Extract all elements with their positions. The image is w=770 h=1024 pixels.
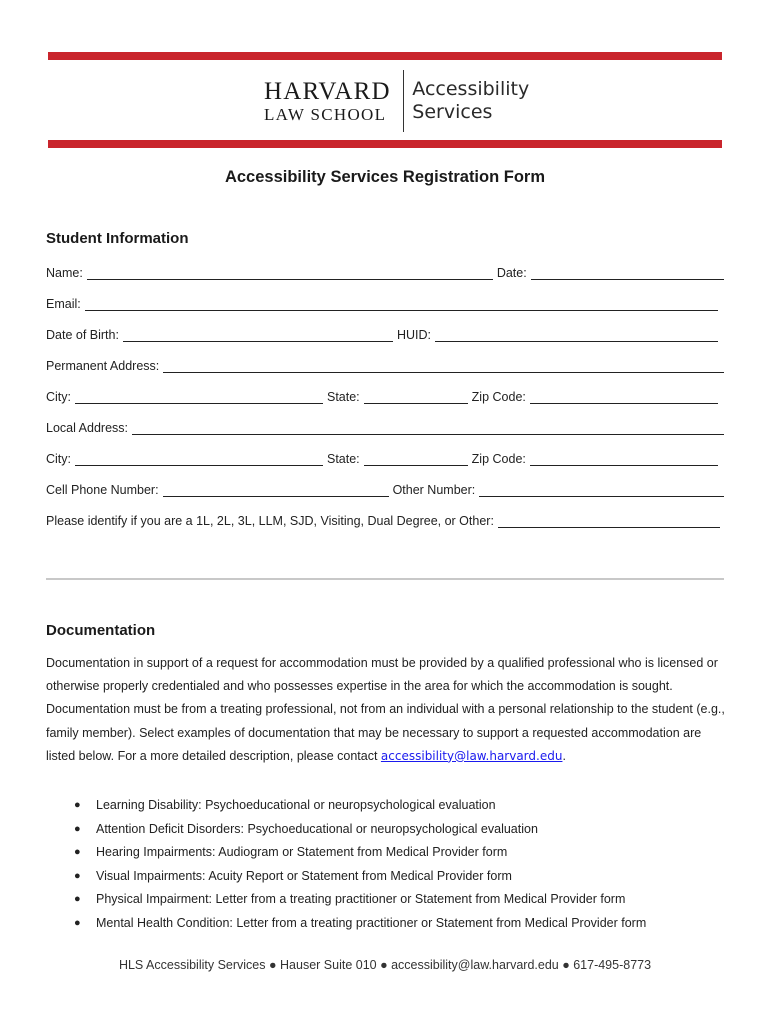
top-red-bar xyxy=(48,52,722,60)
list-item-text: Attention Deficit Disorders: Psychoeducational or neuropsychological evaluation xyxy=(96,821,538,836)
hls-accessibility-logo xyxy=(264,70,529,132)
documentation-text: Documentation in support of a request for accommodation must be provided by a qualified professional who is licensed or otherwise properly credentialed and who possesses expertise in the area for which the accommodation is sought. Documentation must be from a treating professional, not from an individual with a personal relationship to the student (e.g., family member). Select examples of documentation that may be necessary to support a requested accommodation are listed below. For a more detailed description, please contact xyxy=(46,656,725,763)
name-label: Name: xyxy=(46,266,83,280)
city-label: City: xyxy=(46,390,71,404)
zip-label: Zip Code: xyxy=(471,452,526,466)
list-item-text: Mental Health Condition: Letter from a treating practitioner or Statement from Medical Provider form xyxy=(96,915,647,930)
local-zip-field[interactable] xyxy=(530,451,718,466)
cell-phone-field[interactable] xyxy=(163,482,389,497)
logo-dept-line1: Accessibility xyxy=(412,78,530,100)
logo-law-school-text: LAW SCHOOL xyxy=(264,104,387,124)
local-state-field[interactable] xyxy=(364,451,468,466)
documentation-heading: Documentation xyxy=(46,622,156,639)
date-label: Date: xyxy=(496,266,527,280)
list-item xyxy=(46,888,726,912)
section-divider xyxy=(46,578,724,580)
bottom-red-bar xyxy=(48,140,722,148)
permanent-state-field[interactable] xyxy=(364,389,468,404)
email-row xyxy=(46,291,718,311)
logo-harvard-text: HARVARD xyxy=(264,77,391,105)
permanent-address-row xyxy=(46,353,724,373)
phone-row xyxy=(46,477,724,497)
other-number-label: Other Number: xyxy=(392,483,476,497)
date-field[interactable] xyxy=(531,265,724,280)
form-title: Accessibility Services Registration Form xyxy=(224,168,546,186)
state-label: State: xyxy=(327,452,360,466)
program-field[interactable] xyxy=(498,513,720,528)
page-footer: HLS Accessibility Services ● Hauser Suite 010 ● accessibility@law.harvard.edu ● 617-495-8773 xyxy=(118,958,652,972)
list-item-text: Visual Impairments: Acuity Report or Statement from Medical Provider form xyxy=(96,868,512,883)
name-date-row xyxy=(46,260,724,280)
name-field[interactable] xyxy=(87,265,493,280)
dob-field[interactable] xyxy=(123,327,393,342)
local-city-field[interactable] xyxy=(75,451,323,466)
permanent-city-row xyxy=(46,384,718,404)
permanent-zip-field[interactable] xyxy=(530,389,718,404)
list-item xyxy=(46,865,726,889)
local-address-row xyxy=(46,415,724,435)
list-item-text: Physical Impairment: Letter from a treating practitioner or Statement from Medical Provider form xyxy=(96,892,626,906)
list-item xyxy=(46,818,726,842)
cell-phone-label: Cell Phone Number: xyxy=(46,483,159,497)
email-field[interactable] xyxy=(85,296,718,311)
local-address-field[interactable] xyxy=(132,420,724,435)
dob-huid-row xyxy=(46,322,718,342)
bullet-icon: ● xyxy=(74,916,81,929)
documentation-paragraph xyxy=(46,652,726,768)
huid-field[interactable] xyxy=(435,327,718,342)
program-label: Please identify if you are a 1L, 2L, 3L, LLM, SJD, Visiting, Dual Degree, or Other: xyxy=(46,514,494,528)
permanent-address-label: Permanent Address: xyxy=(46,359,160,373)
paragraph-period: . xyxy=(562,748,566,763)
bullet-icon: ● xyxy=(74,893,81,905)
student-information-heading: Student Information xyxy=(46,230,189,247)
other-number-field[interactable] xyxy=(479,482,724,497)
permanent-city-field[interactable] xyxy=(75,389,323,404)
list-item xyxy=(46,912,726,936)
bullet-icon: ● xyxy=(74,869,81,882)
program-row xyxy=(46,508,720,528)
list-item xyxy=(46,841,726,865)
bullet-icon: ● xyxy=(74,822,81,835)
local-address-label: Local Address: xyxy=(46,421,128,435)
local-city-row xyxy=(46,446,718,466)
email-label: Email: xyxy=(46,297,81,311)
permanent-address-field[interactable] xyxy=(163,358,724,373)
accessibility-email-link[interactable]: accessibility@law.harvard.edu xyxy=(380,748,563,763)
documentation-list xyxy=(46,794,726,935)
list-item-text: Hearing Impairments: Audiogram or Statement from Medical Provider form xyxy=(96,845,508,859)
bullet-icon: ● xyxy=(74,846,81,858)
city-label: City: xyxy=(46,452,71,466)
list-item-text: Learning Disability: Psychoeducational or neuropsychological evaluation xyxy=(96,798,496,812)
list-item xyxy=(46,794,726,818)
bullet-icon: ● xyxy=(74,799,81,811)
logo-dept-line2: Services xyxy=(412,101,493,123)
huid-label: HUID: xyxy=(396,328,431,342)
dob-label: Date of Birth: xyxy=(46,328,119,342)
zip-label: Zip Code: xyxy=(471,390,526,404)
state-label: State: xyxy=(327,390,360,404)
